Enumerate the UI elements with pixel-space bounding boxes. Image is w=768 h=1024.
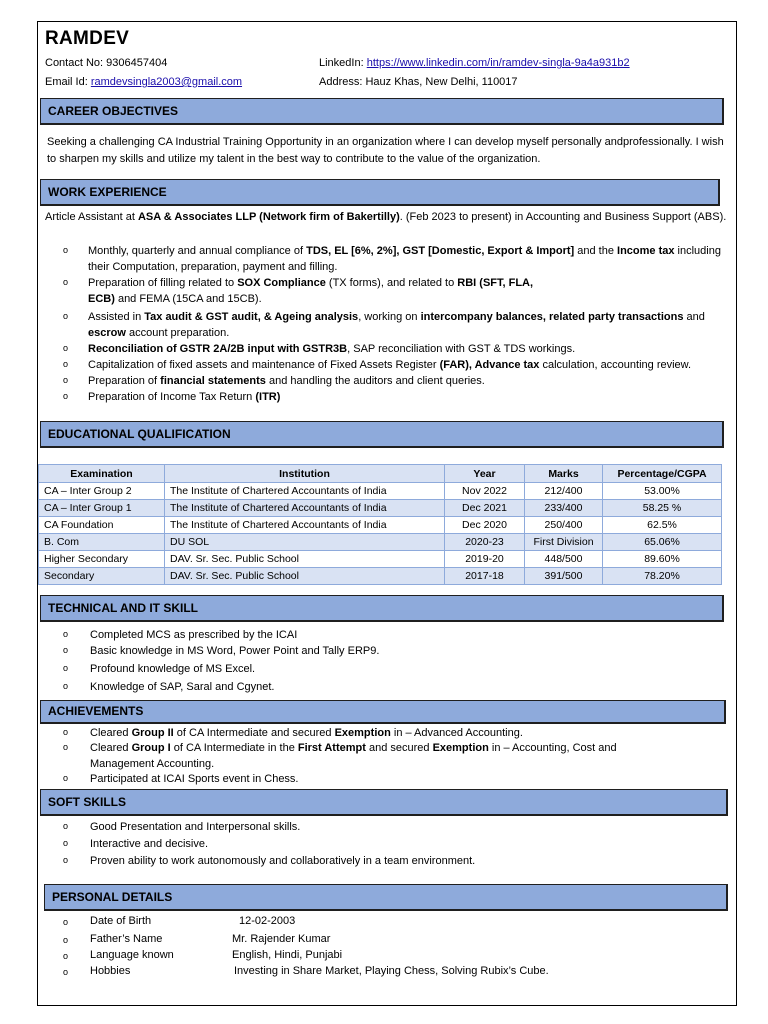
bullet-icon: o	[63, 951, 69, 961]
col-header: Year	[445, 465, 525, 483]
work-item-1: Monthly, quarterly and annual compliance of TDS, EL [6%, 2%], GST [Domestic, Export & Import] and the Income tax including their Computation, preparation, payment and filling.	[88, 245, 721, 273]
cell: 391/500	[525, 568, 603, 585]
work-item-3: Assisted in Tax audit & GST audit, & Ageing analysis, working on intercompany balances, related party transactions and escrow account preparation.	[88, 311, 705, 339]
cell: Dec 2021	[445, 500, 525, 517]
work-item-2: Preparation of filling related to SOX Compliance (TX forms), and related to RBI (SFT, FLA, ECB) and FEMA (15CA and 15CB).	[88, 277, 534, 305]
list-item: Cleared Group II of CA Intermediate and secured Exemption in – Advanced Accounting.	[90, 727, 523, 739]
work-item-6: Preparation of financial statements and handling the auditors and client queries.	[88, 375, 485, 387]
detail-label: Hobbies	[90, 965, 131, 977]
table-row	[39, 483, 722, 500]
bullet-icon: o	[63, 245, 69, 255]
section-header-education: EDUCATIONAL QUALIFICATION	[40, 421, 724, 448]
cell: Higher Secondary	[39, 551, 165, 568]
cell: Nov 2022	[445, 483, 525, 500]
work-item-5: Capitalization of fixed assets and maintenance of Fixed Assets Register (FAR), Advance tax calculation, accounting review.	[88, 359, 692, 371]
section-header-work: WORK EXPERIENCE	[40, 179, 720, 206]
detail-value: Mr. Rajender Kumar	[232, 933, 331, 945]
bullet-icon: o	[63, 935, 69, 945]
candidate-name: RAMDEV	[45, 28, 130, 49]
cell: CA – Inter Group 2	[39, 483, 165, 500]
list-item: Cleared Group I of CA Intermediate in the First Attempt and secured Exemption in – Accounting, Cost and Management Accounting.	[90, 742, 617, 770]
bullet-icon: o	[63, 311, 69, 321]
table-header-row	[39, 465, 722, 483]
detail-label: Language known	[90, 949, 174, 961]
detail-value: 12-02-2003	[239, 915, 296, 927]
table-row	[39, 534, 722, 551]
section-header-personal: PERSONAL DETAILS	[44, 884, 728, 911]
cell: 233/400	[525, 500, 603, 517]
education-table	[38, 464, 722, 585]
col-header: Institution	[165, 465, 445, 483]
bullet-icon: o	[63, 391, 69, 401]
list-item: Completed MCS as prescribed by the ICAI	[90, 629, 298, 641]
table-row	[39, 500, 722, 517]
contact-address: Address: Hauz Khas, New Delhi, 110017	[319, 76, 518, 88]
bullet-icon: o	[63, 375, 69, 385]
col-header: Examination	[39, 465, 165, 483]
cell: First Division	[525, 534, 603, 551]
bullet-icon: o	[63, 663, 69, 673]
cell: The Institute of Chartered Accountants of India	[165, 483, 445, 500]
section-header-achievements: ACHIEVEMENTS	[40, 700, 726, 724]
bullet-icon: o	[63, 838, 69, 848]
contact-linkedin: LinkedIn: https://www.linkedin.com/in/ramdev-singla-9a4a931b2	[319, 57, 630, 69]
cell: B. Com	[39, 534, 165, 551]
section-header-soft: SOFT SKILLS	[40, 789, 728, 816]
list-item: Good Presentation and Interpersonal skills.	[90, 821, 301, 833]
cell: 62.5%	[603, 517, 722, 534]
cell: 2020-23	[445, 534, 525, 551]
detail-value: English, Hindi, Punjabi	[232, 949, 343, 961]
section-header-technical: TECHNICAL AND IT SKILL	[40, 595, 724, 622]
cell: DU SOL	[165, 534, 445, 551]
contact-phone: Contact No: 9306457404	[45, 57, 168, 69]
email-link[interactable]: ramdevsingla2003@gmail.com	[90, 76, 243, 88]
cell: 212/400	[525, 483, 603, 500]
cell: 78.20%	[603, 568, 722, 585]
cell: DAV. Sr. Sec. Public School	[165, 551, 445, 568]
work-item-7: Preparation of Income Tax Return (ITR)	[88, 391, 281, 403]
bullet-icon: o	[63, 727, 69, 737]
list-item: Interactive and decisive.	[90, 838, 209, 850]
bullet-icon: o	[63, 629, 69, 639]
section-header-career: CAREER OBJECTIVES	[40, 98, 724, 125]
table-row	[39, 568, 722, 585]
cell: 250/400	[525, 517, 603, 534]
bullet-icon: o	[63, 681, 69, 691]
cell: CA Foundation	[39, 517, 165, 534]
bullet-icon: o	[63, 821, 69, 831]
col-header: Marks	[525, 465, 603, 483]
bullet-icon: o	[63, 917, 69, 927]
list-item: Proven ability to work autonomously and collaboratively in a team environment.	[90, 855, 476, 867]
cell: The Institute of Chartered Accountants of India	[165, 517, 445, 534]
bullet-icon: o	[63, 645, 69, 655]
bullet-icon: o	[63, 773, 69, 783]
bullet-icon: o	[63, 967, 69, 977]
cell: 58.25 %	[603, 500, 722, 517]
bullet-icon: o	[63, 343, 69, 353]
cell: The Institute of Chartered Accountants of India	[165, 500, 445, 517]
cell: Secondary	[39, 568, 165, 585]
cell: 65.06%	[603, 534, 722, 551]
detail-label: Date of Birth	[90, 915, 152, 927]
work-item-4: Reconciliation of GSTR 2A/2B input with GSTR3B, SAP reconciliation with GST & TDS workings.	[88, 343, 576, 355]
work-intro: Article Assistant at ASA & Associates LLP (Network firm of Bakertilly). (Feb 2023 to present) in Accounting and Business Support (ABS).	[45, 211, 727, 223]
cell: Dec 2020	[445, 517, 525, 534]
bullet-icon: o	[63, 277, 69, 287]
bullet-icon: o	[63, 742, 69, 752]
career-objective-text: Seeking a challenging CA Industrial Training Opportunity in an organization where I can develop myself personally andprofessionally. I wish to sharpen my skills and utilize my talent in the best way to contribute to the value of the organization.	[47, 136, 724, 165]
bullet-icon: o	[63, 855, 69, 865]
list-item: Basic knowledge in MS Word, Power Point and Tally ERP9.	[90, 645, 380, 657]
list-item: Knowledge of SAP, Saral and Cgynet.	[90, 681, 275, 693]
cell: 448/500	[525, 551, 603, 568]
table-row	[39, 551, 722, 568]
linkedin-link[interactable]: https://www.linkedin.com/in/ramdev-singla-9a4a931b2	[366, 57, 630, 69]
detail-label: Father’s Name	[90, 933, 163, 945]
detail-value: Investing in Share Market, Playing Chess, Solving Rubix’s Cube.	[234, 965, 549, 977]
cell: 2019-20	[445, 551, 525, 568]
bullet-icon: o	[63, 359, 69, 369]
col-header: Percentage/CGPA	[603, 465, 722, 483]
cell: 2017-18	[445, 568, 525, 585]
list-item: Profound knowledge of MS Excel.	[90, 663, 256, 675]
table-row	[39, 517, 722, 534]
cell: CA – Inter Group 1	[39, 500, 165, 517]
cell: 53.00%	[603, 483, 722, 500]
cell: 89.60%	[603, 551, 722, 568]
cell: DAV. Sr. Sec. Public School	[165, 568, 445, 585]
contact-email: Email Id: ramdevsingla2003@gmail.com	[45, 76, 243, 88]
list-item: Participated at ICAI Sports event in Chess.	[90, 773, 299, 785]
